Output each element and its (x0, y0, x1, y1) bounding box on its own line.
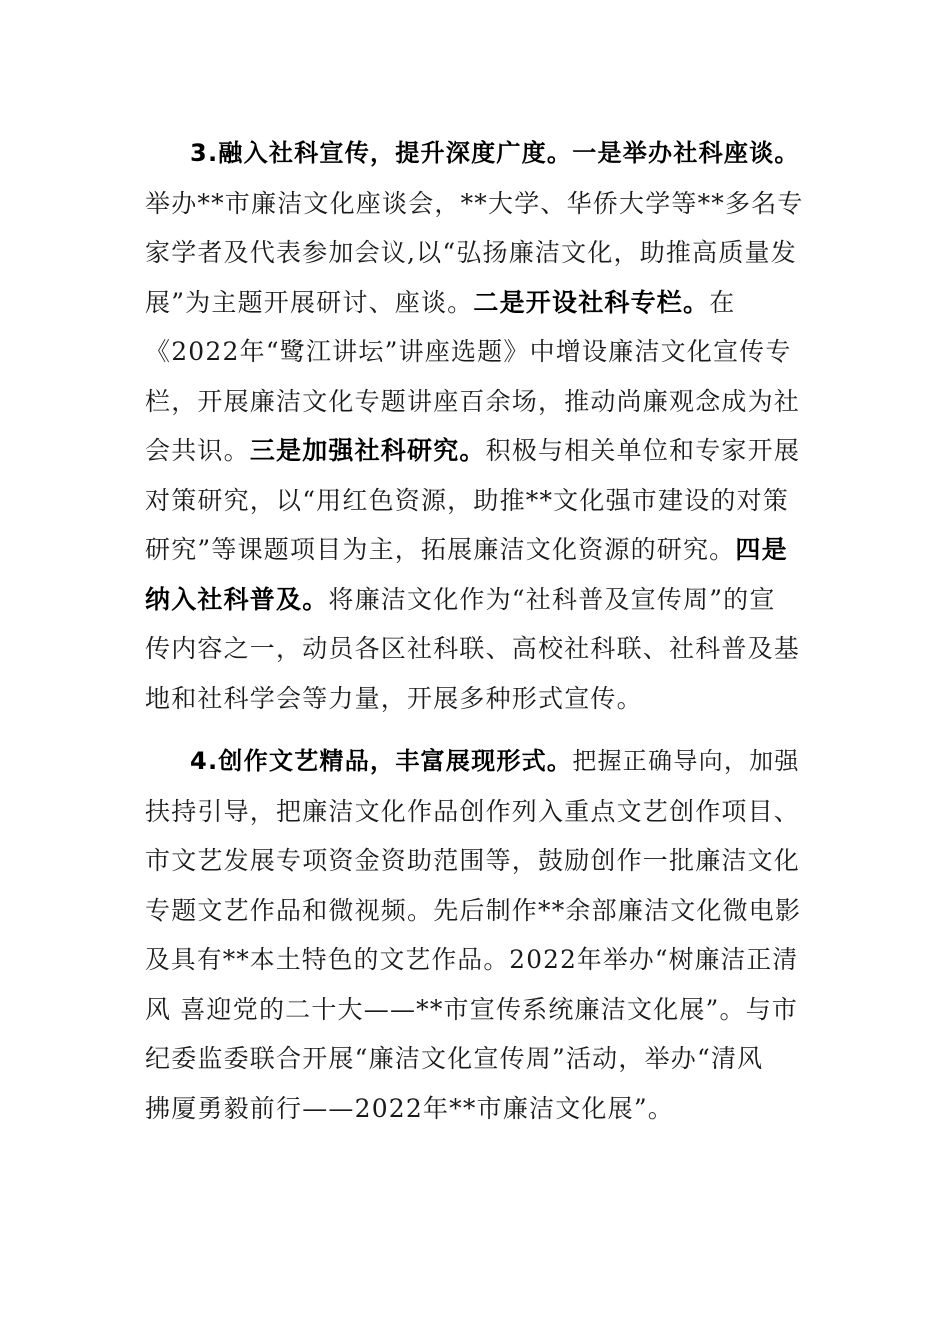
text-run: 拂厦勇毅前行——2022年**市廉洁文化展”。 (145, 1093, 675, 1123)
text-run: 传内容之一，动员各区社科联、高校社科联、社科普及基 (145, 634, 801, 663)
paragraph-3 (145, 129, 805, 723)
bold-text-run: 四是 (735, 535, 788, 564)
text-run: 对策研究，以“用红色资源，助推**文化强市建设的对策 (145, 485, 789, 515)
bold-text-run: 4.创作文艺精品，丰富展现形式。 (190, 747, 573, 775)
text-line (145, 836, 805, 886)
text-run: 会共识。 (145, 436, 250, 465)
text-line (145, 426, 805, 476)
text-run: 把握正确导向，加强 (572, 747, 800, 775)
text-run: 地和社科学会等力量，开展多种形式宣传。 (145, 683, 643, 713)
bold-text-run: 二是开设社科专栏。 (473, 287, 710, 317)
text-line (145, 787, 805, 837)
text-run: 纪委监委联合开展“廉洁文化宣传周”活动，举办“清风 (145, 1044, 764, 1073)
paragraph-4 (145, 737, 805, 1133)
text-line (145, 228, 805, 278)
text-run: 市文艺发展专项资金资助范围等，鼓励创作一批廉洁文化 (145, 846, 801, 875)
text-run: 《2022年“鹭江讲坛”讲座选题》中增设廉洁文化宣传专 (145, 337, 792, 366)
text-line (145, 886, 805, 936)
text-run: 及具有**本土特色的文艺作品。2022年举办“树廉洁正清 (145, 945, 799, 974)
text-line (145, 624, 805, 674)
text-run: 举办**市廉洁文化座谈会，**大学、华侨大学等**多名专 (145, 188, 804, 218)
bold-text-run: 三是加强社科研究。 (249, 436, 486, 465)
text-line (145, 327, 805, 377)
bold-text-run: 纳入社科普及。 (145, 584, 329, 614)
text-run: 家学者及代表参加会议,以“弘扬廉洁文化，助推高质量发 (145, 238, 797, 267)
text-line (145, 674, 805, 724)
text-run: 风 喜迎党的二十大——**市宣传系统廉洁文化展”。与市 (145, 994, 799, 1024)
text-line (145, 737, 805, 787)
text-line (145, 935, 805, 985)
text-line (145, 525, 805, 575)
text-run: 将廉洁文化作为“社科普及宣传周”的宣 (328, 584, 776, 614)
text-line (145, 985, 805, 1035)
text-run: 展”为主题开展研讨、座谈。 (145, 287, 474, 317)
text-line (145, 179, 805, 229)
text-line (145, 1034, 805, 1084)
text-run: 积极与相关单位和专家开展 (485, 436, 801, 465)
text-run: 栏，开展廉洁文化专题讲座百余场，推动尚廉观念成为社 (145, 386, 801, 416)
bold-text-run: 3.融入社科宣传，提升深度广度。一是举办社科座谈。 (190, 139, 800, 167)
text-run: 扶持引导，把廉洁文化作品创作列入重点文艺创作项目、 (145, 796, 801, 826)
text-line (145, 575, 805, 625)
text-line (145, 476, 805, 526)
text-line (145, 278, 805, 328)
text-run: 在 (709, 287, 736, 317)
text-line (145, 1084, 805, 1134)
text-run: 研究”等课题项目为主，拓展廉洁文化资源的研究。 (145, 535, 736, 564)
text-run: 专题文艺作品和微视频。先后制作**余部廉洁文化微电影 (145, 895, 802, 925)
text-line (145, 129, 805, 179)
text-line (145, 377, 805, 427)
